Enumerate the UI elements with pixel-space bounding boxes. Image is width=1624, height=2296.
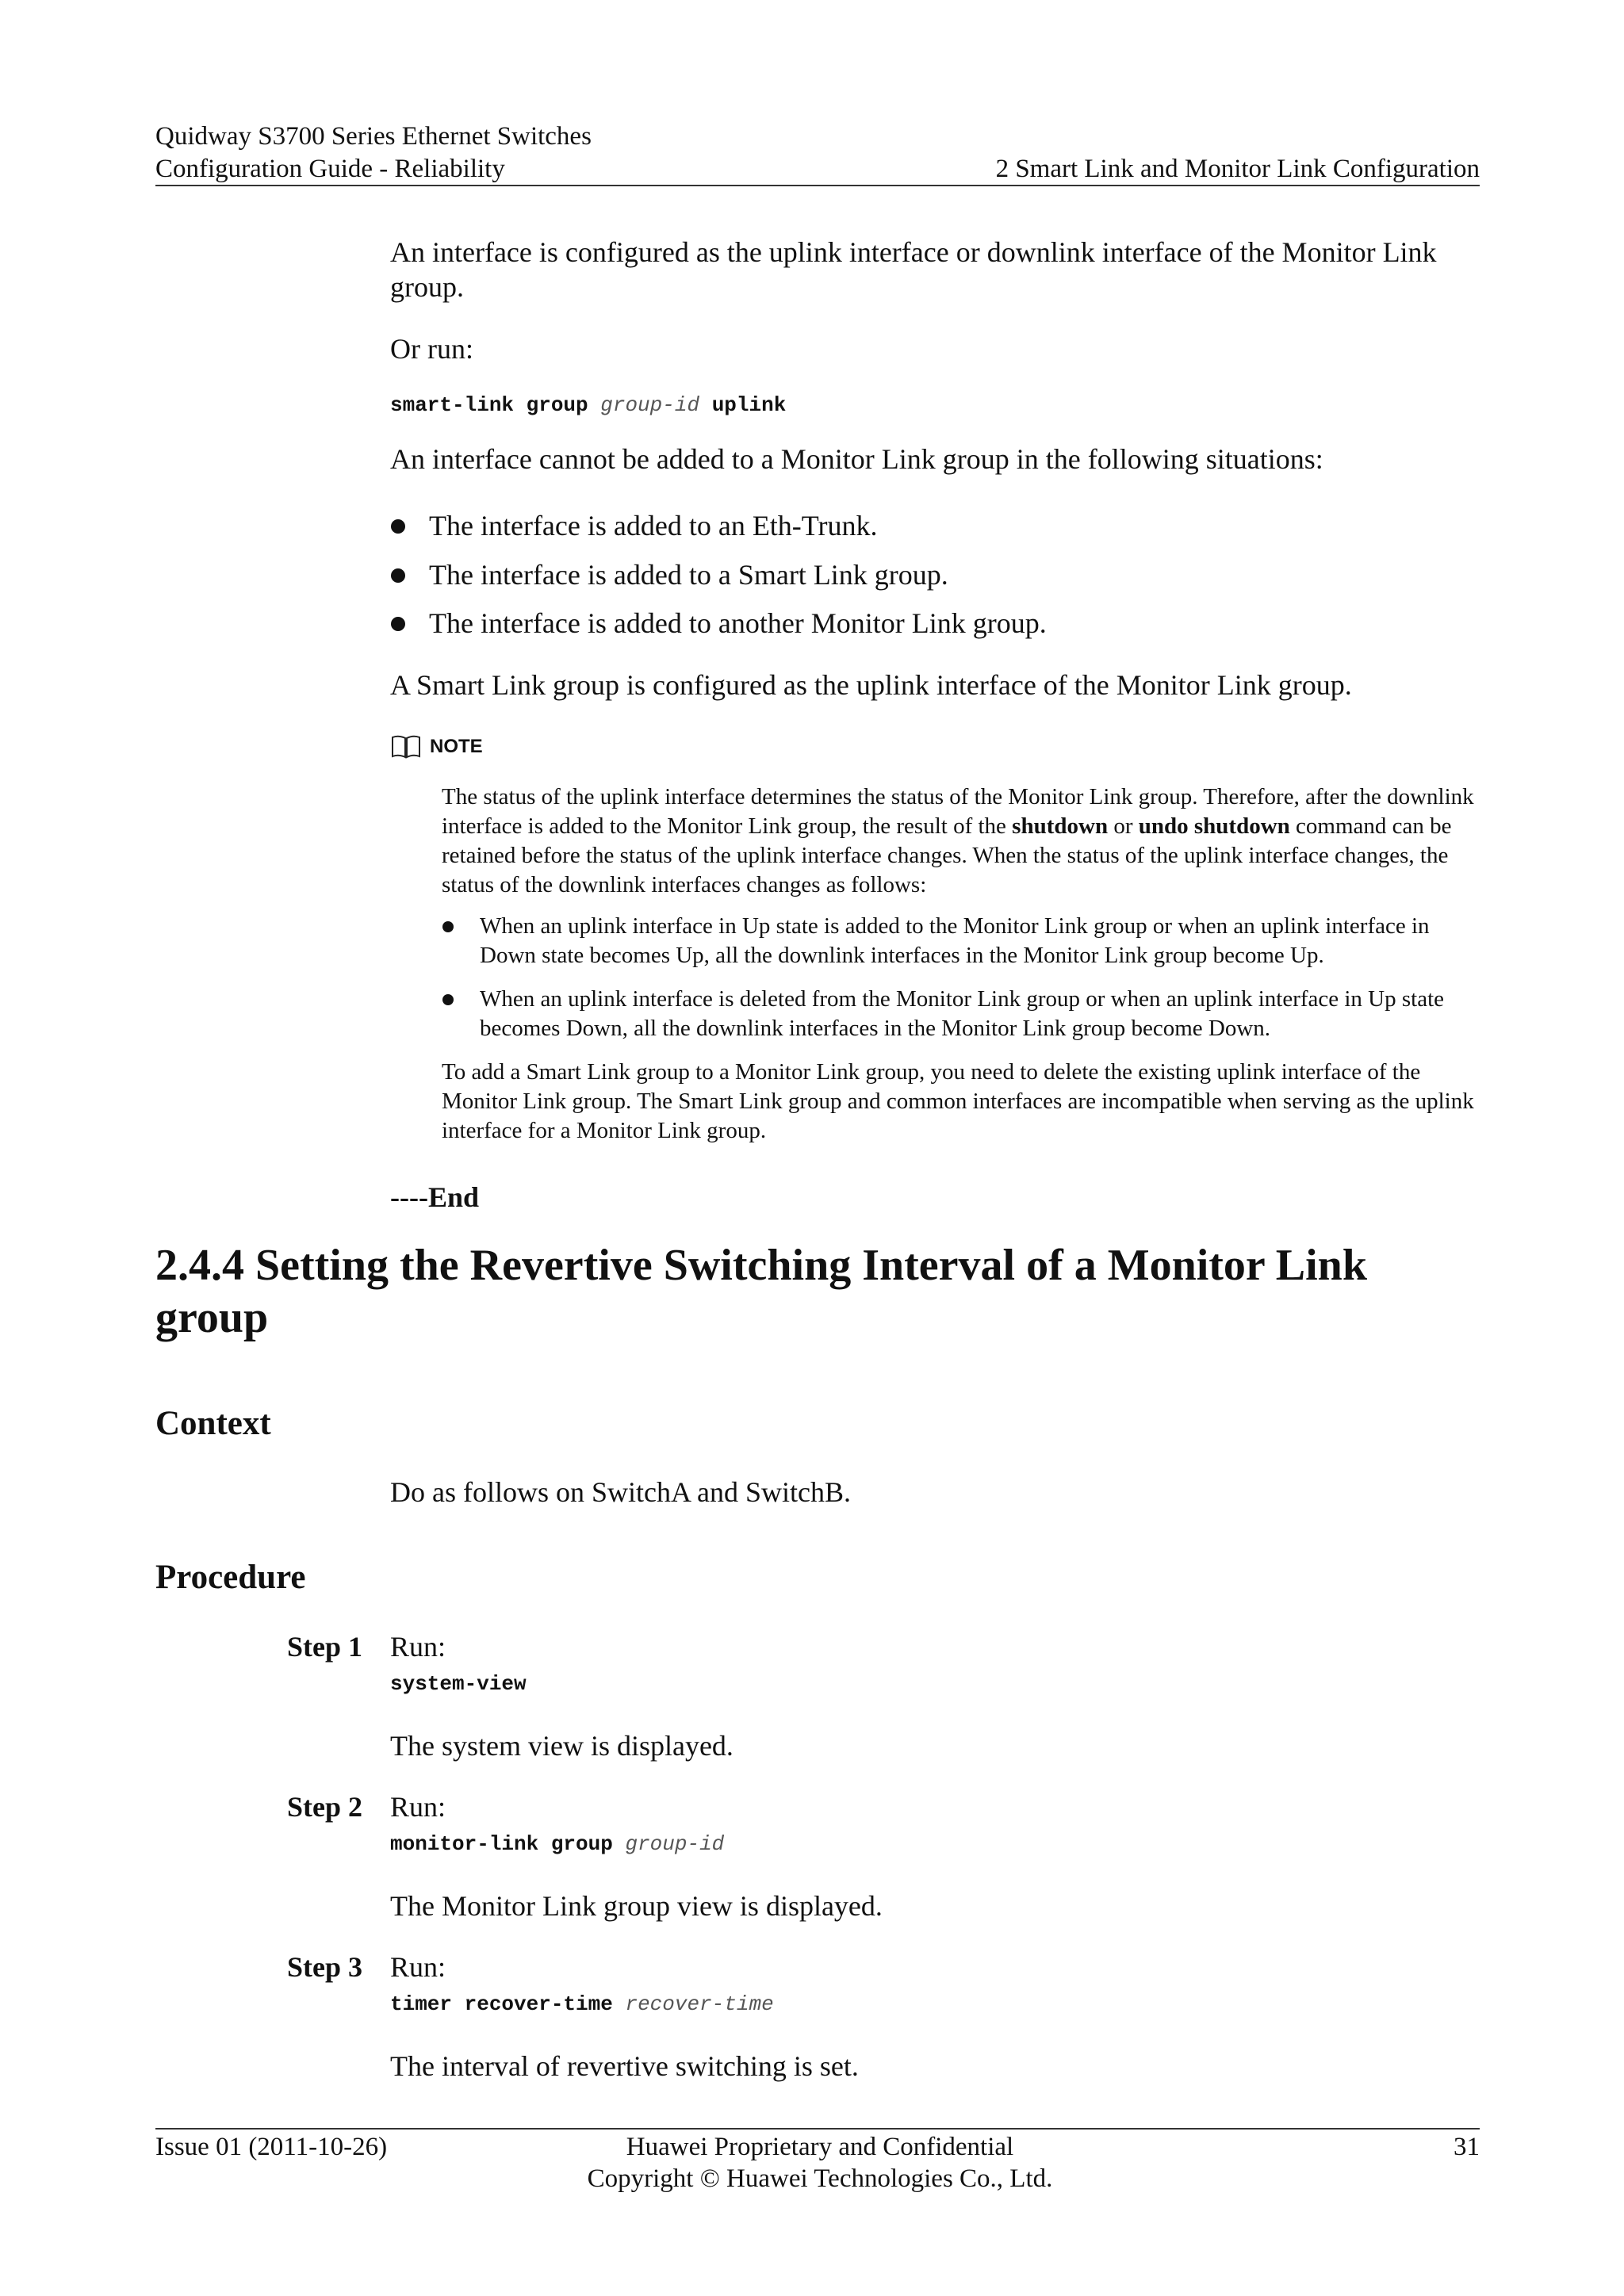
command-parameter: group-id: [625, 1832, 725, 1856]
note-header: [390, 731, 483, 763]
bullet-icon: [391, 568, 405, 583]
procedure-heading: Procedure: [155, 1559, 306, 1596]
list-item: The interface is added to another Monitor Link group.: [429, 607, 1047, 639]
footer-copyright: Copyright © Huawei Technologies Co., Ltd.: [587, 2164, 1053, 2193]
footer-confidential: [473, 2131, 1167, 2195]
step-label: Step 2: [287, 1791, 363, 1823]
list-item: The interface is added to a Smart Link group.: [429, 559, 948, 591]
context-text: Do as follows on SwitchA and SwitchB.: [390, 1476, 851, 1508]
step-run-text: Run:: [390, 1951, 446, 1983]
command-keyword: monitor-link group: [390, 1832, 613, 1856]
bullet-icon: [442, 921, 454, 932]
command-keyword: timer recover-time: [390, 1992, 613, 2016]
context-heading: Context: [155, 1405, 271, 1442]
step-command: [390, 1670, 1480, 1697]
shutdown-keyword: shutdown: [1012, 813, 1109, 839]
list-item: The interface is added to an Eth-Trunk.: [429, 510, 878, 541]
step-result: The Monitor Link group view is displayed.: [390, 1890, 883, 1922]
step-run-text: Run:: [390, 1631, 446, 1663]
bullet-icon: [391, 617, 405, 631]
note-paragraph-2: To add a Smart Link group to a Monitor Link group, you need to delete the existing uplink interface of the Monitor Link group. The Smart Link group and common interfaces are incompatible when serving as the uplink interface for a Monitor Link group.: [442, 1059, 1474, 1143]
command-smart-link-uplink: [390, 392, 1480, 419]
book-icon: [390, 733, 422, 761]
note-list-item: When an uplink interface in Up state is added to the Monitor Link group or when an uplink interface in Down state becomes Up, all the downlink interfaces in the Monitor Link group become Up.: [480, 913, 1430, 968]
step-command: [390, 1831, 1480, 1858]
footer-confidential-text: Huawei Proprietary and Confidential: [626, 2133, 1014, 2161]
or-run-text: Or run:: [390, 333, 473, 365]
header-guide: Configuration Guide - Reliability: [155, 155, 505, 183]
intro-paragraph-1: An interface is configured as the uplink interface or downlink interface of the Monitor Link group.: [390, 236, 1437, 303]
page-number: 31: [1454, 2133, 1480, 2161]
bullet-icon: [442, 994, 454, 1005]
header-product: Quidway S3700 Series Ethernet Switches: [155, 122, 592, 151]
note-list-item: When an uplink interface is deleted from the Monitor Link group or when an uplink interface in Up state becomes Down, all the downlink interfaces in the Monitor Link group become Down.: [480, 986, 1445, 1041]
step-result: The interval of revertive switching is set.: [390, 2050, 859, 2082]
command-keyword: system-view: [390, 1672, 527, 1696]
header-chapter: 2 Smart Link and Monitor Link Configuration: [995, 155, 1480, 183]
step-label: Step 3: [287, 1951, 363, 1983]
intro-paragraph-3: A Smart Link group is configured as the uplink interface of the Monitor Link group.: [390, 669, 1352, 701]
command-parameter: recover-time: [625, 1992, 774, 2016]
footer-issue: Issue 01 (2011-10-26): [155, 2133, 388, 2161]
command-keyword: uplink: [711, 393, 787, 417]
bullet-icon: [391, 519, 405, 534]
header-rule: [155, 185, 1480, 186]
step-run-text: Run:: [390, 1791, 446, 1823]
step-label: Step 1: [287, 1631, 363, 1663]
end-marker: ----End: [390, 1181, 480, 1213]
command-parameter: group-id: [600, 393, 700, 417]
undo-shutdown-keyword: undo shutdown: [1138, 813, 1290, 839]
footer-rule: [155, 2128, 1480, 2130]
intro-paragraph-2: An interface cannot be added to a Monitor Link group in the following situations:: [390, 443, 1323, 475]
command-keyword: smart-link group: [390, 393, 588, 417]
note-label: NOTE: [430, 736, 483, 757]
note-paragraph-1: The status of the uplink interface determines the status of the Monitor Link group. Therefore, after the downlink interface is added to the Monitor Link group, the result of the shutdown or undo shutdown command can be retained before the status of the uplink interface changes. When the status of the uplink interface changes, the status of the downlink interfaces changes as follows:: [442, 784, 1474, 897]
section-title: 2.4.4 Setting the Revertive Switching Interval of a Monitor Link group: [155, 1241, 1367, 1342]
step-result: The system view is displayed.: [390, 1730, 733, 1762]
step-command: [390, 1991, 1480, 2018]
